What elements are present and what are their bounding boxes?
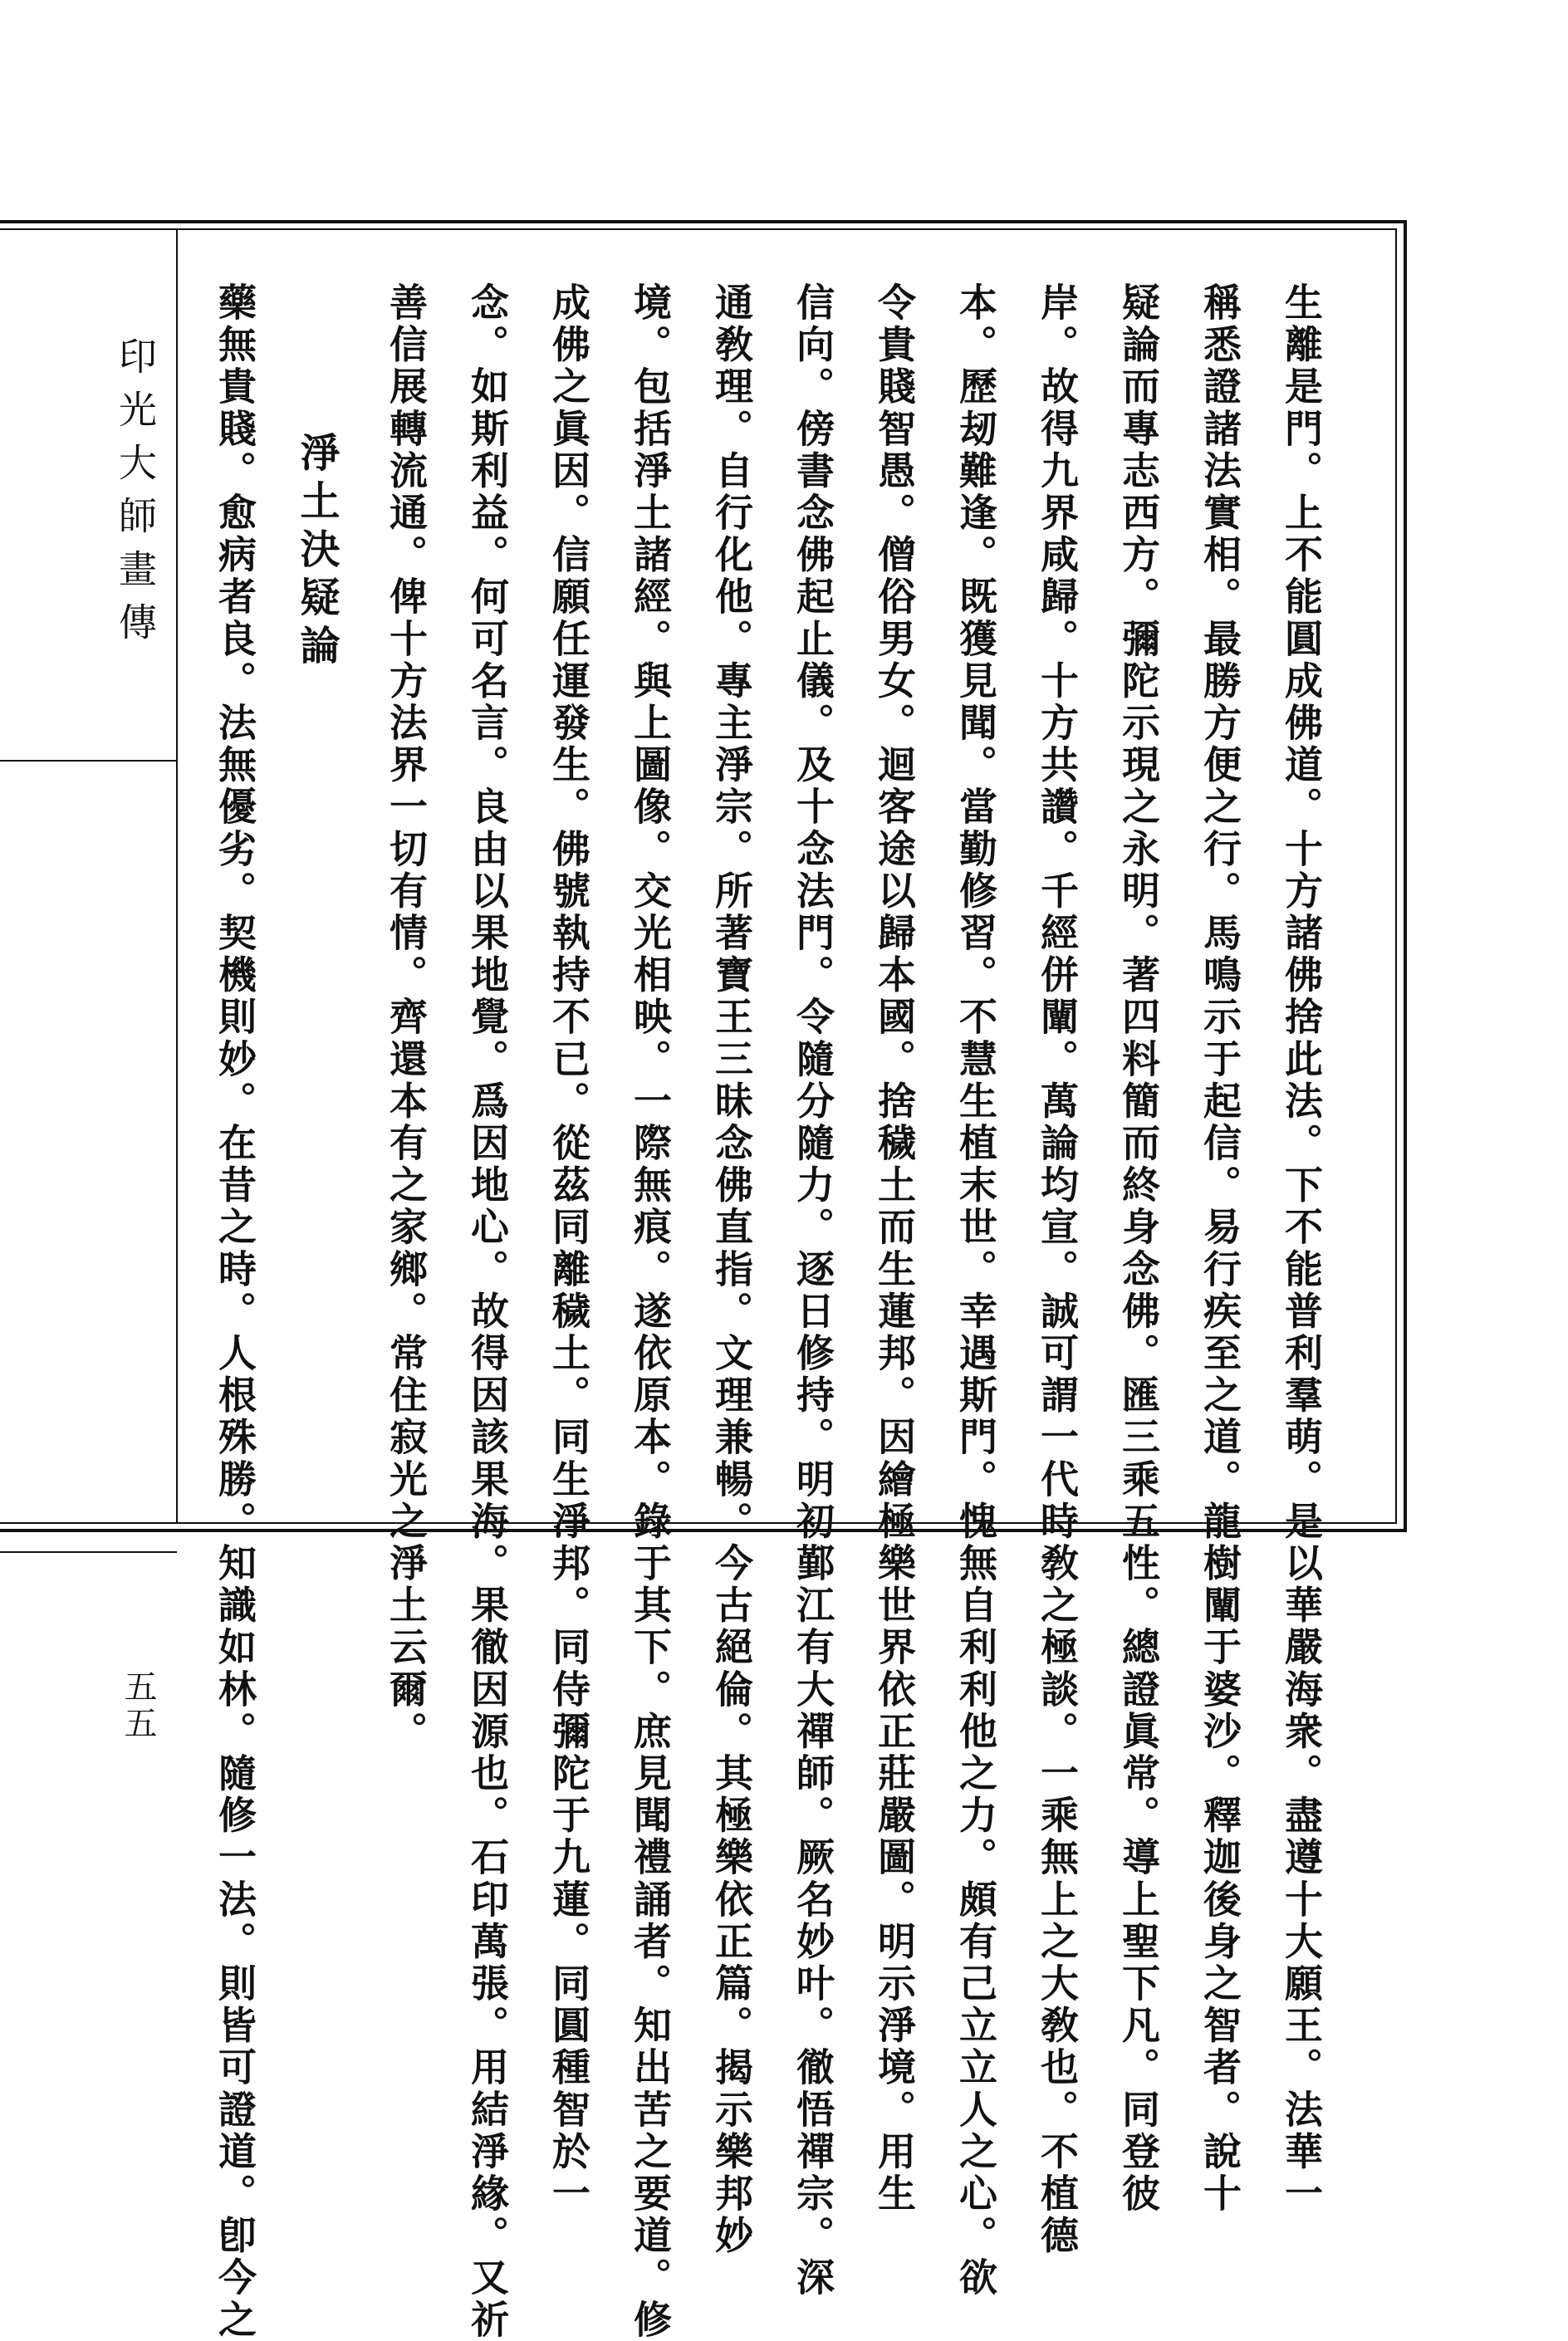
side-strip-rule-top [0, 760, 177, 762]
side-strip-rule-bottom [0, 1551, 177, 1553]
text-column-7: 信向。傍書念佛起止儀。及十念法門。令隨分隨力。逐日修持。明初鄞江有大禪師。厥名妙叶。徹悟禪宗。深 [791, 282, 835, 2299]
text-column-2: 稱悉證諸法實相。最勝方便之行。馬鳴示于起信。易行疾至之道。龍樹闡于婆沙。釋迦後身之智者。說十 [1198, 282, 1242, 2216]
text-column-10: 成佛之眞因。信願任運發生。佛號執持不已。從茲同離穢土。同生淨邦。同侍彌陀于九蓮。同圓種智於一 [546, 282, 591, 2216]
main-text-area [199, 282, 1337, 2341]
text-column-12: 善信展轉流通。俾十方法界一切有情。齊還本有之家鄉。常住寂光之淨土云爾。 [384, 282, 429, 1753]
text-column-1: 生離是門。上不能圓成佛道。十方諸佛捨此法。下不能普利羣萌。是以華嚴海衆。盡遵十大願王。法華一 [1279, 282, 1324, 2216]
page-number: 五五 [119, 1669, 157, 1742]
section-title: 淨土決疑論 [293, 432, 340, 673]
text-column-9: 境。包括淨土諸經。與上圖像。交光相映。一際無痕。遂依原本。錄于其下。庶見聞禮誦者。知出苦之要道。修 [628, 282, 673, 2341]
text-column-14: 藥無貴賤。愈病者良。法無優劣。契機則妙。在昔之時。人根殊勝。知識如林。隨修一法。則皆可證道。卽今之 [213, 282, 257, 2341]
side-strip-divider [176, 228, 178, 1524]
text-column-6: 令貴賤智愚。僧俗男女。迴客途以歸本國。捨穢土而生蓮邦。因繪極樂世界依正莊嚴圖。明示淨境。用生 [872, 282, 917, 2216]
text-column-5: 本。歷刼難逢。既獲見聞。當勤修習。不慧生植末世。幸遇斯門。愧無自利利他之力。頗有己立立人之心。欲 [953, 282, 998, 2299]
text-column-4: 岸。故得九界咸歸。十方共讚。千經併闡。萬論均宣。誠可謂一代時敎之極談。一乘無上之大敎也。不植德 [1035, 282, 1080, 2258]
text-column-11: 念。如斯利益。何可名言。良由以果地覺。爲因地心。故得因該果海。果徹因源也。石印萬張。用結淨緣。又祈 [465, 282, 510, 2341]
text-column-3: 疑論而專志西方。彌陀示現之永明。著四料簡而終身念佛。匯三乘五性。總證眞常。導上聖下凡。同登彼 [1116, 282, 1161, 2216]
book-title: 印光大師畫傳 [113, 336, 158, 655]
text-column-8: 通敎理。自行化他。專主淨宗。所著寶王三昧念佛直指。文理兼暢。今古絕倫。其極樂依正篇。揭示樂邦妙 [709, 282, 754, 2258]
